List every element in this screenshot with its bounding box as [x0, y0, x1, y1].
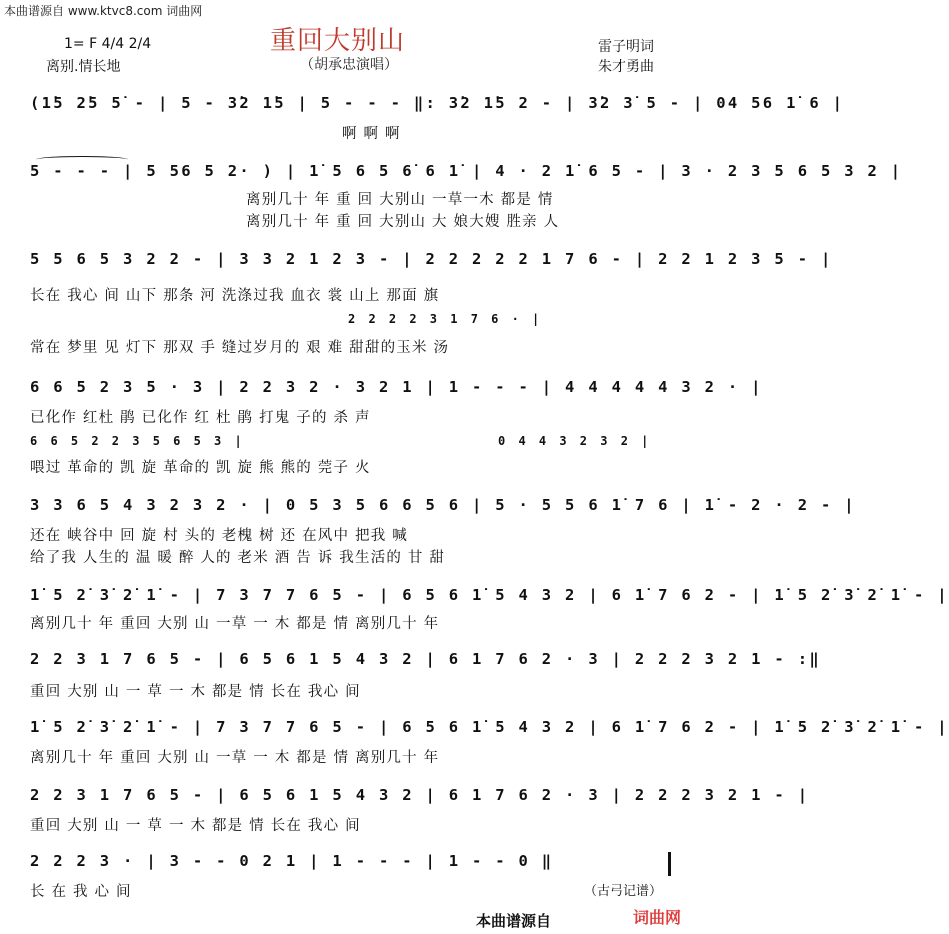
lyric-line-7: 重回 大别 山 一 草 一 木 都是 情 长在 我心 间: [30, 684, 361, 700]
lyric-line-3b: 常在 梦里 见 灯下 那双 手 缝过岁月的 艰 难 甜甜的玉米 汤: [30, 340, 450, 356]
lyric-line-10: 长 在 我 心 间: [30, 884, 132, 900]
composer-credit: 朱才勇曲: [598, 59, 654, 75]
score-line-6: 1̇ 5 2̇ 3̇ 2̇ 1̇ - | 7 3 7 7 6 5 - | 6 5 6 1̇ 5 4 3 2 | 6 1̇ 7 6 2 - | 1̇ 5 2̇ 3̇ 2̇ 1̇ - |: [30, 586, 949, 604]
lyric-line-2a: 离别几十 年 重 回 大别山 一草一木 都是 情: [246, 192, 554, 208]
score-line-3: 5 5 6 5 3 2 2 - | 3 3 2 1 2 3 - | 2 2 2 2 2 1 7 6 - | 2 2 1 2 3 5 - |: [30, 250, 833, 268]
lyric-line-5b: 给了我 人生的 温 暖 醉 人的 老米 酒 告 诉 我生活的 甘 甜: [30, 550, 446, 566]
lyric-line-9: 重回 大别 山 一 草 一 木 都是 情 长在 我心 间: [30, 818, 361, 834]
key-signature: 1= F 4/4 2/4: [64, 36, 152, 52]
score-line-9: 2 2 3 1 7 6 5 - | 6 5 6 1 5 4 3 2 | 6 1 7 6 2 · 3 | 2 2 2 3 2 1 - |: [30, 786, 810, 804]
score-line-4: 6 6 5 2 3 5 · 3 | 2 2 3 2 · 3 2 1 | 1 - - - | 4 4 4 4 4 3 2 · |: [30, 378, 763, 396]
score-line-5: 3 3 6 5 4 3 2 3 2 · | 0 5 3 5 6 6 5 6 | 5 · 5 5 6 1̇ 7 6 | 1̇ - 2 · 2 - |: [30, 496, 856, 514]
lyric-line-3: 长在 我心 间 山下 那条 河 洗涤过我 血衣 裳 山上 那面 旗: [30, 288, 440, 304]
lyric-line-2b: 离别几十 年 重 回 大别山 大 娘大嫂 胜亲 人: [246, 214, 560, 230]
score-line-4c: 0 4 4 3 2 3 2 |: [498, 434, 652, 448]
score-line-7: 2 2 3 1 7 6 5 - | 6 5 6 1 5 4 3 2 | 6 1 7 6 2 · 3 | 2 2 2 3 2 1 - :‖: [30, 650, 821, 668]
final-barline: [668, 852, 671, 876]
lyric-line-4b: 喂过 革命的 凯 旋 革命的 凯 旋 熊 熊的 莞子 火: [30, 460, 371, 476]
transcriber-credit: （古弓记谱）: [584, 884, 663, 899]
song-alias: 离别.情长地: [46, 59, 121, 75]
score-line-8: 1̇ 5 2̇ 3̇ 2̇ 1̇ - | 7 3 7 7 6 5 - | 6 5 6 1̇ 5 4 3 2 | 6 1̇ 7 6 2 - | 1̇ 5 2̇ 3̇ 2̇ 1̇ - |: [30, 718, 949, 736]
lyric-line-4: 已化作 红杜 鹃 已化作 红 杜 鹃 打鬼 子的 杀 声: [30, 410, 371, 426]
lyricist-credit: 雷子明词: [598, 39, 654, 55]
lyric-line-6: 离别几十 年 重回 大别 山 一草 一 木 都是 情 离别几十 年: [30, 616, 440, 632]
source-label: 本曲谱源自: [476, 912, 552, 930]
lyric-line-1: 啊 啊 啊: [342, 126, 401, 142]
score-line-10: 2 2 2 3 · | 3 - - 0 2 1 | 1 - - - | 1 - - 0 ‖: [30, 852, 554, 870]
singer-note: （胡承忠演唱）: [300, 57, 398, 73]
score-line-2: 5 - - - | 5 56 5 2· ) | 1̇ 5 6 5 6̇ 6 1̇ | 4 · 2 1̇ 6 5 - | 3 · 2 3 5 6 5 3 2 |: [30, 162, 903, 180]
lyric-line-5a: 还在 峡谷中 回 旋 村 头的 老槐 树 还 在风中 把我 喊: [30, 528, 408, 544]
lyric-line-8: 离别几十 年 重回 大别 山 一草 一 木 都是 情 离别几十 年: [30, 750, 440, 766]
score-line-1: (1̇5 2̇5 5̇ - | 5 - 3̇2 1̇5 | 5 - - - ‖: 3̇2 1̇5 2 - | 3̇2 3̇ 5 - | 04 56 1̇ 6 |: [30, 94, 845, 112]
score-line-3b: 2 2 2 2 3 1 7 6 · |: [348, 312, 543, 326]
score-line-4b: 6 6 5 2 2 3 5 6 5 3 |: [30, 434, 245, 448]
song-title: 重回大别山: [270, 26, 406, 56]
site-logo: 词曲网: [632, 908, 681, 927]
site-watermark: 本曲谱源自 www.ktvc8.com 词曲网: [4, 4, 203, 18]
